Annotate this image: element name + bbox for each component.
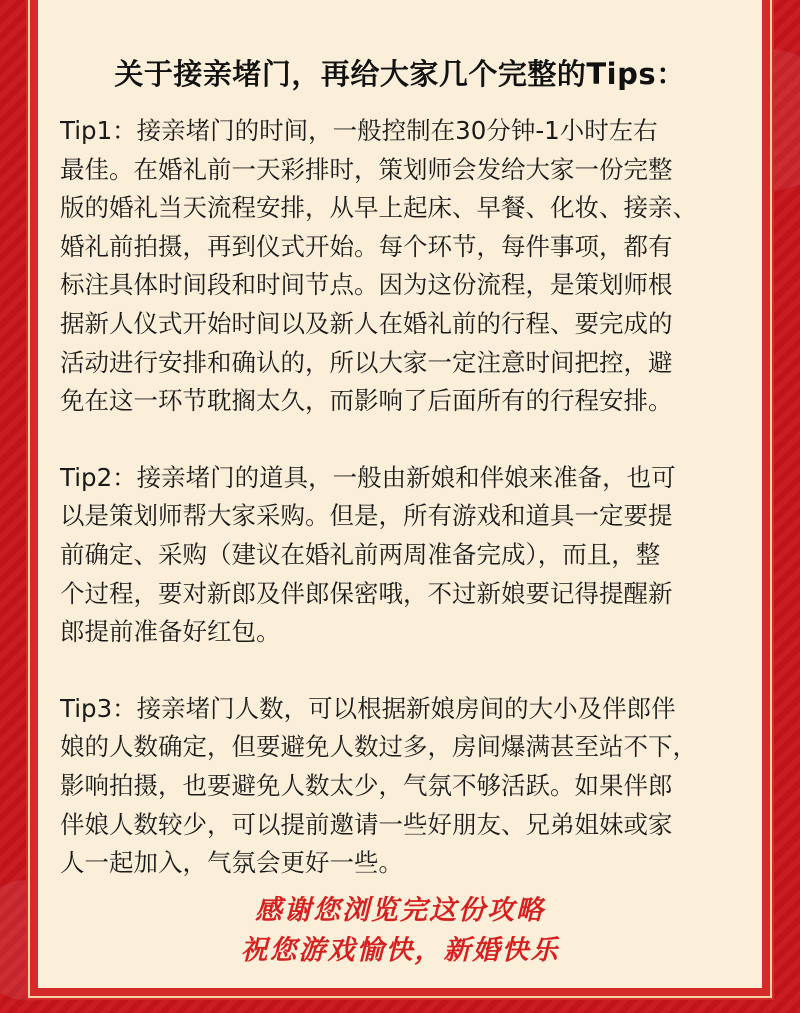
tip-3 bbox=[60, 690, 740, 883]
tips-body bbox=[60, 112, 740, 883]
tip-line: 免在这一环节耽搁太久，而影响了后面所有的行程安排。 bbox=[60, 386, 673, 416]
tip-line: 以是策划师帮大家采购。但是，所有游戏和道具一定要提 bbox=[60, 501, 673, 531]
tip-1 bbox=[60, 112, 740, 421]
tip-line: 据新人仪式开始时间以及新人在婚礼前的行程、要完成的 bbox=[60, 308, 673, 338]
tip-line: 伴娘人数较少，可以提前邀请一些好朋友、兄弟姐妹或家 bbox=[60, 809, 673, 839]
tip-line: 标注具体时间段和时间节点。因为这份流程，是策划师根 bbox=[60, 270, 673, 300]
page-title: 关于接亲堵门，再给大家几个完整的Tips： bbox=[114, 57, 686, 91]
tip-line: 最佳。在婚礼前一天彩排时，策划师会发给大家一份完整 bbox=[60, 154, 673, 184]
tip-line: Tip1：接亲堵门的时间，一般控制在30分钟-1小时左右 bbox=[60, 116, 658, 145]
closing-line-2: 祝您游戏愉快，新婚快乐 bbox=[240, 935, 560, 966]
paragraph-gap bbox=[60, 652, 740, 690]
content-panel bbox=[38, 0, 762, 988]
tip-line: 人一起加入，气氛会更好一些。 bbox=[60, 848, 403, 878]
tip-line: 娘的人数确定，但要避免人数过多，房间爆满甚至站不下， bbox=[60, 732, 697, 762]
tip-line: Tip3：接亲堵门人数，可以根据新娘房间的大小及伴郎伴 bbox=[60, 693, 676, 723]
tip-line: 婚礼前拍摄，再到仪式开始。每个环节，每件事项，都有 bbox=[60, 231, 673, 261]
tip-line: 前确定、采购（建议在婚礼前两周准备完成），而且，整 bbox=[60, 539, 661, 569]
tip-line: 影响拍摄，也要避免人数太少，气氛不够活跃。如果伴郎 bbox=[60, 770, 673, 800]
tip-line: 郎提前准备好红包。 bbox=[60, 617, 281, 647]
tip-line: 个过程，要对新郎及伴郎保密哦，不过新娘要记得提醒新 bbox=[60, 578, 673, 608]
tip-line: 版的婚礼当天流程安排，从早上起床、早餐、化妆、接亲、 bbox=[60, 193, 697, 223]
paragraph-gap bbox=[60, 421, 740, 459]
closing-line-1: 感谢您浏览完这份攻略 bbox=[255, 895, 545, 926]
tip-line: Tip2：接亲堵门的道具，一般由新娘和伴娘来准备，也可 bbox=[60, 462, 676, 492]
tip-2 bbox=[60, 459, 740, 652]
closing-message bbox=[38, 891, 762, 971]
tip-line: 活动进行安排和确认的，所以大家一定注意时间把控，避 bbox=[60, 347, 673, 377]
